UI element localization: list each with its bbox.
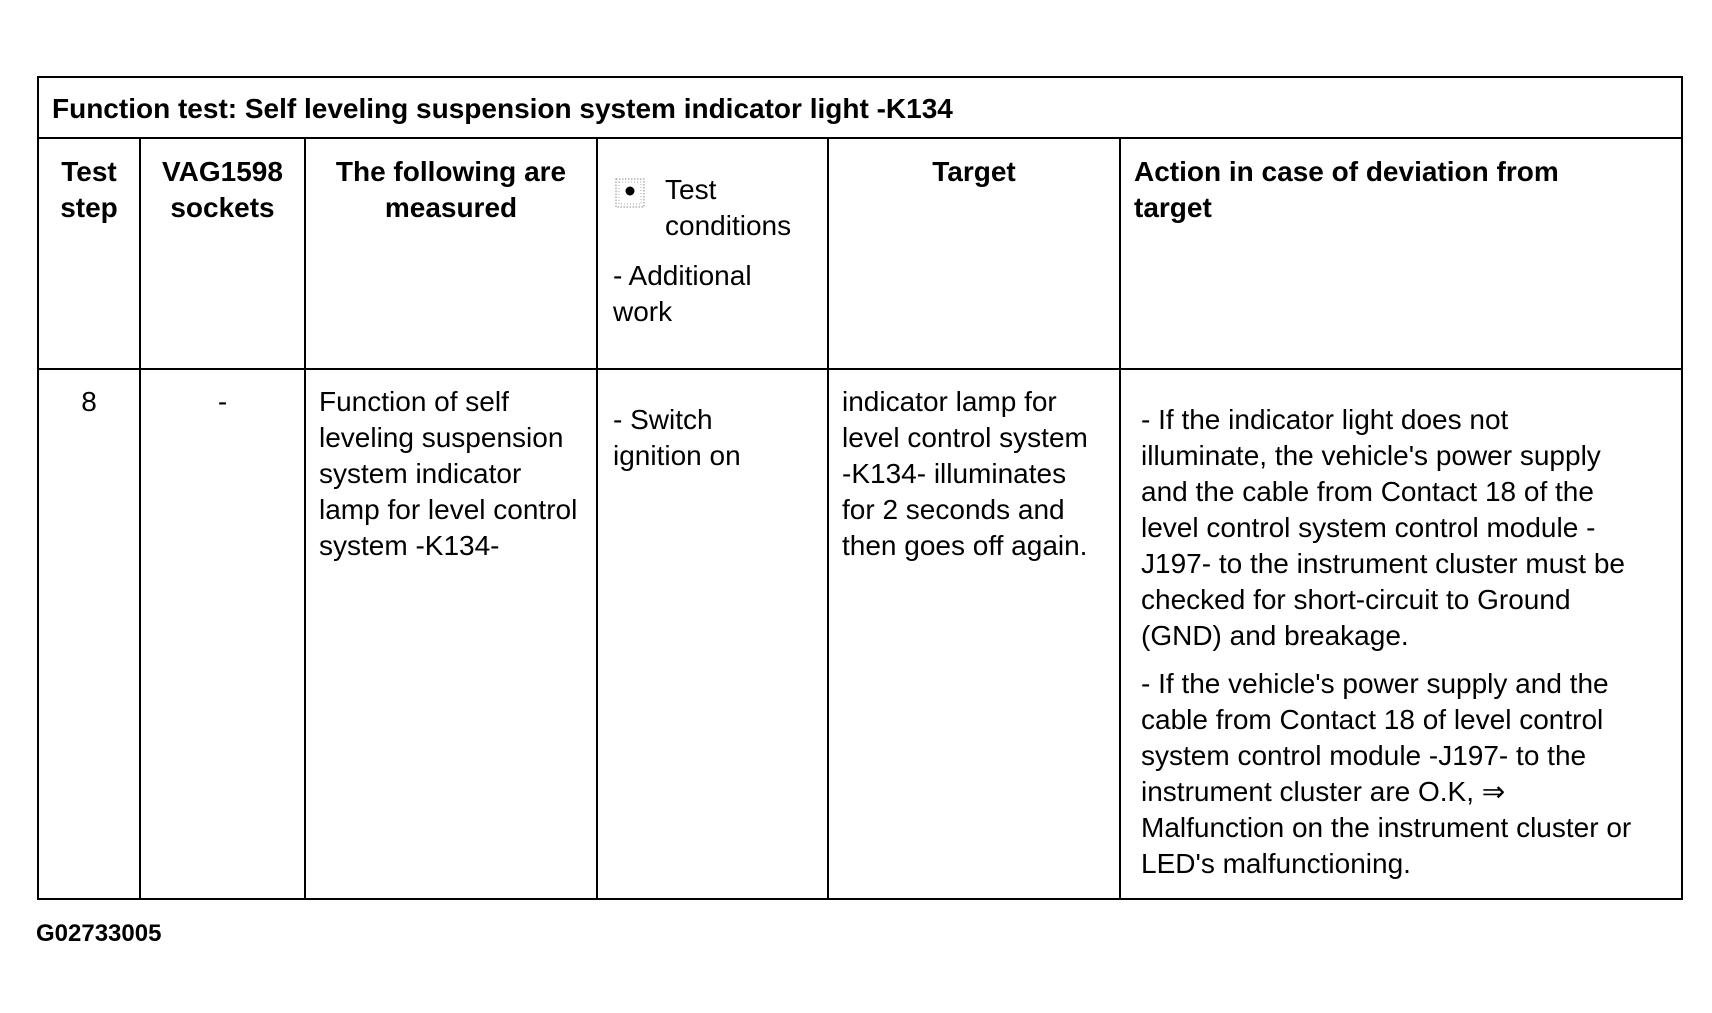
header-text: Test [61,156,117,187]
column-divider [827,139,829,898]
row-divider [39,368,1681,370]
column-divider [304,139,306,898]
function-test-table [37,76,1683,900]
column-divider [139,139,141,898]
header-text: VAG1598 [162,156,283,187]
cell-text: illuminate, the vehicle's power supply [1141,440,1601,471]
cell-text: for 2 seconds and [842,494,1065,525]
cell-text: lamp for level control [319,494,578,525]
header-text: sockets [170,192,275,223]
cell-text: (GND) and breakage. [1141,620,1409,651]
cell-target [842,384,1119,564]
cell-text: system indicator [319,458,522,489]
header-conditions [613,172,827,330]
cell-text: level control system [842,422,1088,453]
cell-text: leveling suspension [319,422,564,453]
cell-text: Function of self [319,386,509,417]
action-paragraph-1 [1141,402,1677,654]
header-measured [306,154,596,226]
cell-conditions [613,402,827,474]
cell-text: LED's malfunctioning. [1141,848,1411,879]
header-action [1134,154,1674,226]
cell-text: Malfunction on the instrument cluster or [1141,812,1632,843]
cell-text: system -K134- [319,530,500,561]
cell-text: level control system control module - [1141,512,1596,543]
header-text: - Additional [613,260,752,291]
cell-text: checked for short-circuit to Ground [1141,584,1571,615]
header-target [829,154,1119,190]
header-text: Test [665,174,717,205]
cell-text: indicator lamp for [842,386,1057,417]
cell-text: - If the indicator light does not [1141,404,1509,435]
cell-text: ignition on [613,440,741,471]
cell-text: system control module -J197- to the [1141,740,1587,771]
cell-text: - Switch [613,404,713,435]
header-text: Action in case of deviation from [1134,156,1559,187]
header-sockets [141,154,304,226]
cell-text: and the cable from Contact 18 of the [1141,476,1594,507]
header-test-step [39,154,139,226]
action-paragraph-2 [1141,666,1677,882]
header-text: conditions [665,210,792,241]
header-text: The following are [335,156,567,187]
table-title: Function test: Self leveling suspension system indicator light -K134 [39,78,1681,139]
header-text: measured [384,192,518,223]
column-divider [1119,139,1121,898]
header-text: step [60,192,118,223]
test-conditions-icon [613,176,647,210]
cell-test-step: 8 [81,386,97,417]
cell-text: instrument cluster are O.K, ⇒ [1141,776,1506,807]
header-text: work [613,296,673,327]
figure-id: G02733005 [36,920,162,947]
cell-sockets: - [217,386,228,417]
header-text: target [1134,192,1212,223]
header-text: Target [932,156,1016,187]
cell-text: then goes off again. [842,530,1088,561]
cell-text: -K134- illuminates [842,458,1067,489]
cell-text: cable from Contact 18 of level control [1141,704,1604,735]
cell-action [1141,402,1677,882]
column-divider [596,139,598,898]
cell-measured [319,384,596,564]
cell-text: J197- to the instrument cluster must be [1141,548,1625,579]
cell-text: - If the vehicle's power supply and the [1141,668,1609,699]
